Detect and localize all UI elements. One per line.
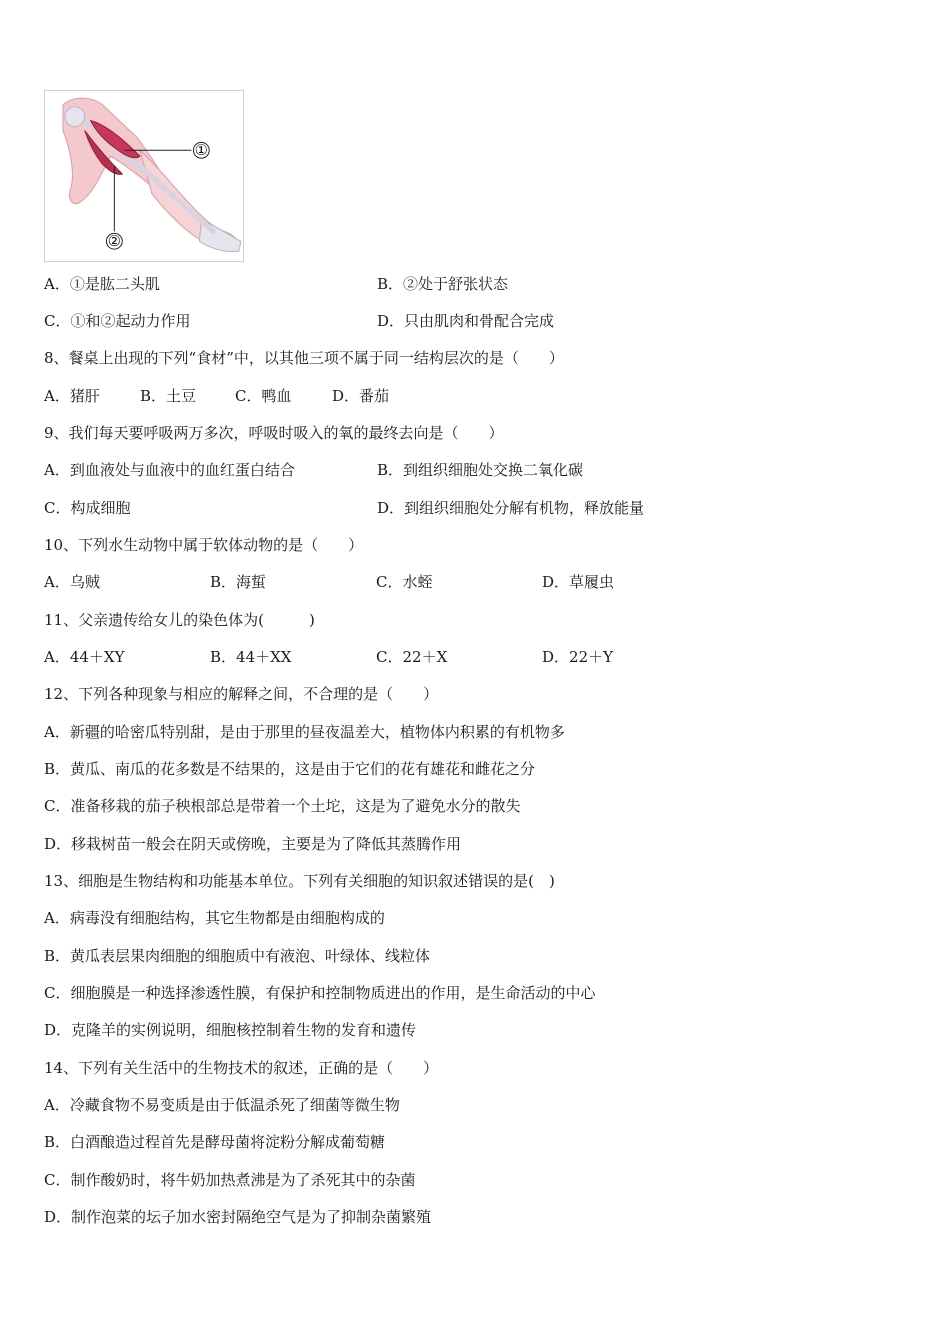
q12-option-d: D．移栽树苗一般会在阴天或傍晚，主要是为了降低其蒸腾作用 — [44, 835, 462, 853]
q8-option-c: C．鸭血 — [235, 387, 292, 405]
q12-option-c: C．准备移栽的茄子秧根部总是带着一个土坨，这是为了避免水分的散失 — [44, 797, 521, 815]
q8-option-a: A．猪肝 — [44, 387, 100, 405]
q8-option-d: D．番茄 — [332, 387, 390, 405]
q10-option-a: A．乌贼 — [44, 573, 100, 591]
q11-option-c: C．22＋X — [376, 648, 448, 666]
q12-stem: 12、下列各种现象与相应的解释之间，不合理的是（ ） — [44, 685, 439, 703]
q7-option-a: A．①是肱二头肌 — [44, 275, 160, 293]
q8-option-b: B．土豆 — [140, 387, 197, 405]
q8-stem: 8、餐桌上出现的下列“食材”中，以其他三项不属于同一结构层次的是（ ） — [44, 349, 564, 367]
q9-option-d: D．到组织细胞处分解有机物，释放能量 — [377, 499, 645, 517]
q14-option-c: C．制作酸奶时，将牛奶加热煮沸是为了杀死其中的杂菌 — [44, 1171, 416, 1189]
q9-stem: 9、我们每天要呼吸两万多次，呼吸时吸入的氧的最终去向是（ ） — [44, 424, 504, 442]
figure-label-2: ② — [107, 233, 121, 251]
q14-option-b: B．白酒酿造过程首先是酵母菌将淀粉分解成葡萄糖 — [44, 1133, 386, 1151]
q13-option-b: B．黄瓜表层果肉细胞的细胞质中有液泡、叶绿体、线粒体 — [44, 947, 431, 965]
q14-option-d: D．制作泡菜的坛子加水密封隔绝空气是为了抑制杂菌繁殖 — [44, 1208, 432, 1226]
q7-option-d: D．只由肌肉和骨配合完成 — [377, 312, 555, 330]
q11-stem: 11、父亲遗传给女儿的染色体为( ) — [44, 611, 315, 629]
q9-option-b: B．到组织细胞处交换二氧化碳 — [377, 461, 584, 479]
q13-stem: 13、细胞是生物结构和功能基本单位。下列有关细胞的知识叙述错误的是( ) — [44, 872, 555, 890]
q14-stem: 14、下列有关生活中的生物技术的叙述，正确的是（ ） — [44, 1059, 439, 1077]
q10-option-b: B．海蜇 — [210, 573, 267, 591]
q7-option-b: B．②处于舒张状态 — [377, 275, 509, 293]
q10-option-c: C．水蛭 — [376, 573, 433, 591]
q10-option-d: D．草履虫 — [542, 573, 615, 591]
q13-option-d: D．克隆羊的实例说明，细胞核控制着生物的发育和遗传 — [44, 1021, 417, 1039]
q14-option-a: A．冷藏食物不易变质是由于低温杀死了细菌等微生物 — [44, 1096, 400, 1114]
q13-option-c: C．细胞膜是一种选择渗透性膜，有保护和控制物质进出的作用，是生命活动的中心 — [44, 984, 596, 1002]
shoulder-joint — [65, 107, 85, 127]
q11-option-b: B．44＋XX — [210, 648, 292, 666]
arm-muscle-figure — [44, 90, 244, 262]
q10-stem: 10、下列水生动物中属于软体动物的是（ ） — [44, 536, 364, 554]
q13-option-a: A．病毒没有细胞结构，其它生物都是由细胞构成的 — [44, 909, 385, 927]
q12-option-a: A．新疆的哈密瓜特别甜，是由于那里的昼夜温差大，植物体内积累的有机物多 — [44, 723, 565, 741]
q7-option-c: C．①和②起动力作用 — [44, 312, 191, 330]
q9-option-a: A．到血液处与血液中的血红蛋白结合 — [44, 461, 295, 479]
q12-option-b: B．黄瓜、南瓜的花多数是不结果的，这是由于它们的花有雄花和雌花之分 — [44, 760, 536, 778]
figure-label-1: ① — [194, 142, 208, 160]
arm-muscle-diagram — [45, 91, 243, 261]
q11-option-d: D．22＋Y — [542, 648, 614, 666]
q9-option-c: C．构成细胞 — [44, 499, 131, 517]
q11-option-a: A．44＋XY — [44, 648, 125, 666]
